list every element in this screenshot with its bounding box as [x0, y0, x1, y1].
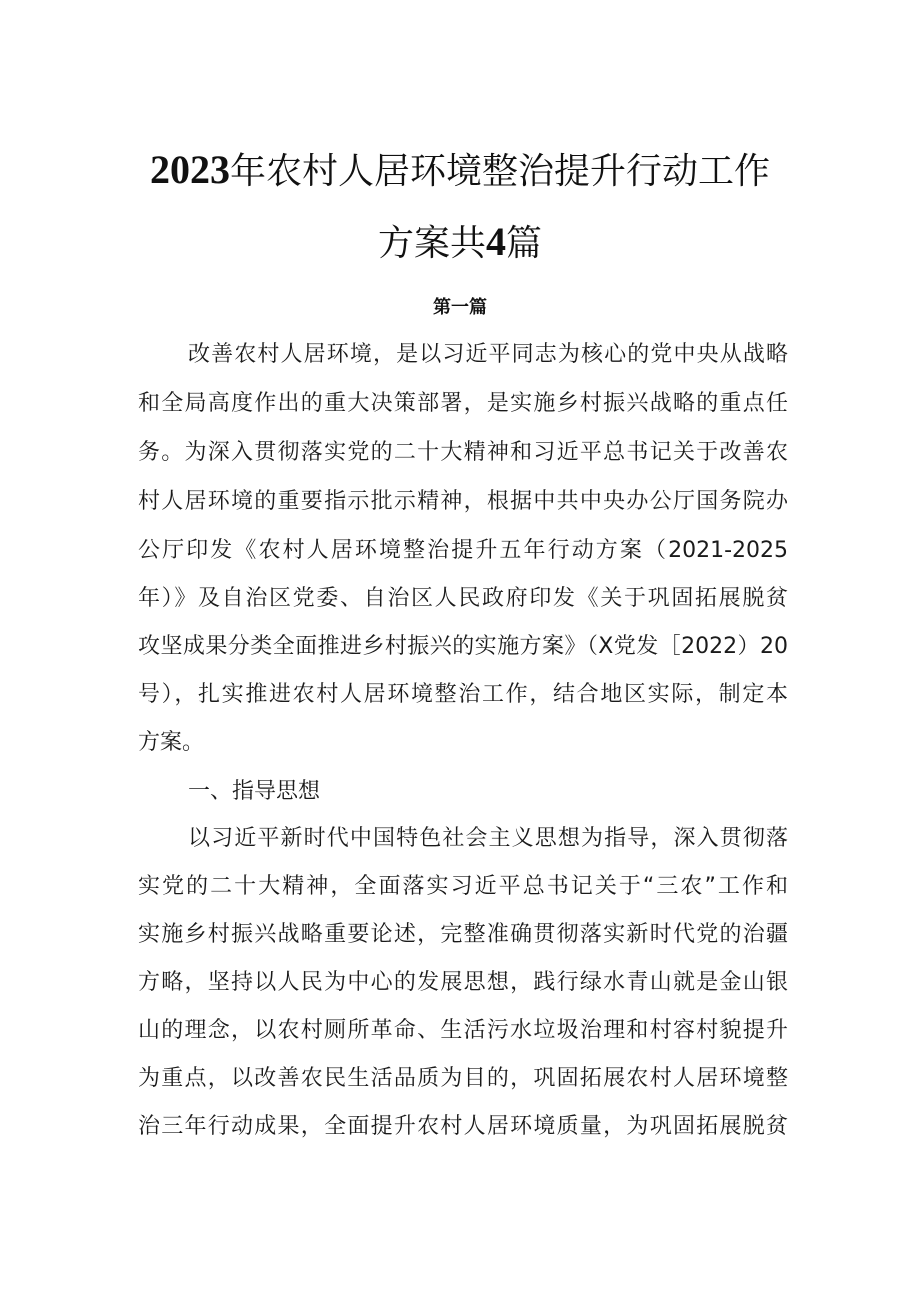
paragraph-line: 为重点，以改善农民生活品质为目的，巩固拓展农村人居环境整 — [138, 1066, 788, 1091]
paragraph-line: 村人居环境的重要指示批示精神，根据中共中央办公厅国务院办 — [138, 489, 788, 514]
paragraph-line: 山的理念，以农村厕所革命、生活污水垃圾治理和村容村貌提升 — [138, 1018, 788, 1043]
paragraph-line: 实党的二十大精神，全面落实习近平总书记关于“三农”工作和 — [138, 874, 788, 899]
paragraph-line: 以习近平新时代中国特色社会主义思想为指导，深入贯彻落 — [188, 826, 788, 851]
paragraph-line: 号），扎实推进农村人居环境整治工作，结合地区实际，制定本 — [138, 682, 788, 707]
paragraph-line: 改善农村人居环境，是以习近平同志为核心的党中央从战略 — [188, 342, 788, 367]
paragraph-line: 攻坚成果分类全面推进乡村振兴的实施方案》（X党发［2022）20 — [138, 634, 788, 659]
paragraph-line: 年）》及自治区党委、自治区人民政府印发《关于巩固拓展脱贫 — [138, 586, 788, 611]
document-title-line-2 — [0, 219, 920, 264]
paragraph-line: 治三年行动成果，全面提升农村人居环境质量，为巩固拓展脱贫 — [138, 1114, 788, 1139]
paragraph-line: 务。为深入贯彻落实党的二十大精神和习近平总书记关于改善农 — [138, 440, 788, 465]
title-year: 2023 — [149, 147, 230, 192]
paragraph-line: 公厅印发《农村人居环境整治提升五年行动方案（2021-2025 — [138, 538, 788, 563]
title-text-1: 年农村人居环境整治提升行动工作 — [229, 151, 770, 192]
document-title-line-1 — [0, 147, 920, 192]
paragraph-line: 和全局高度作出的重大决策部署，是实施乡村振兴战略的重点任 — [138, 391, 788, 416]
section-label: 第一篇 — [433, 297, 487, 318]
paragraph-line: 方案。 — [138, 730, 205, 755]
section-heading: 一、指导思想 — [188, 779, 321, 804]
paragraph-line: 方略，坚持以人民为中心的发展思想，践行绿水青山就是金山银 — [138, 970, 788, 995]
paragraph-line: 实施乡村振兴战略重要论述，完整准确贯彻落实新时代党的治疆 — [138, 922, 788, 947]
title-text-3: 篇 — [506, 223, 543, 264]
title-text-2: 方案共 — [377, 223, 486, 264]
title-count: 4 — [486, 219, 506, 264]
